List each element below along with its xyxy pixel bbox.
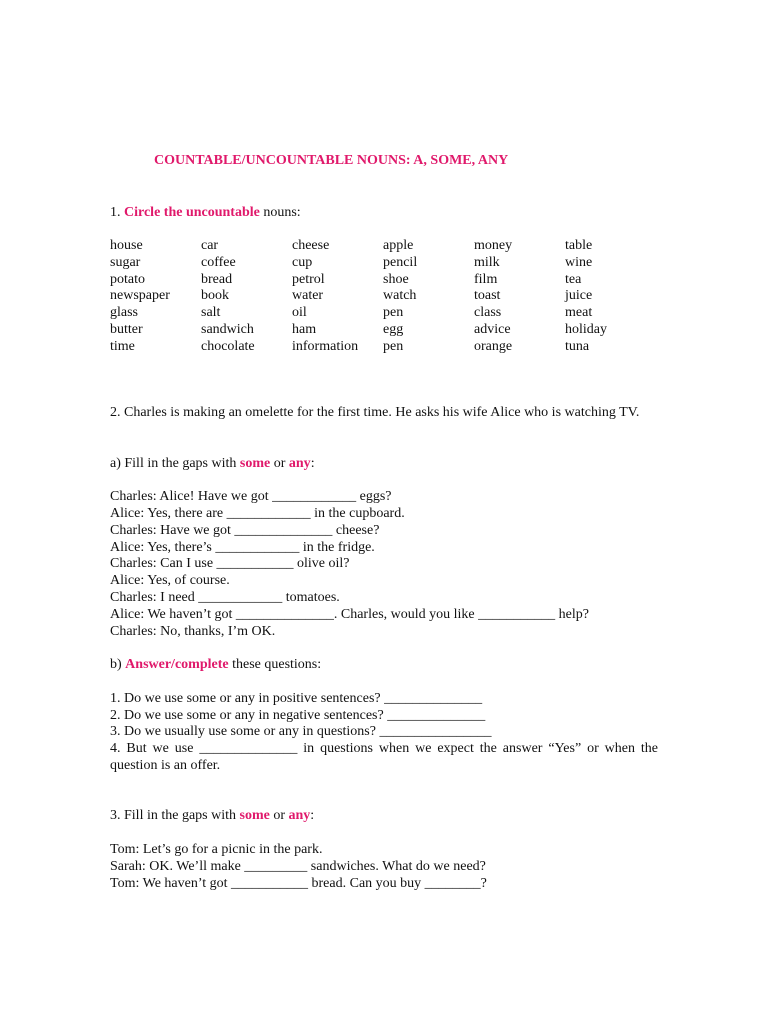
keyword-any: any [288,456,311,471]
noun-cell[interactable]: holiday [565,321,607,337]
question-line: 3. Do we usually use some or any in questions? ________________ [110,724,492,739]
instruction-colon: : [310,456,315,471]
noun-cell[interactable]: wine [565,254,593,270]
question-line: 2. Do we use some or any in negative sentences? ______________ [110,708,486,723]
noun-cell[interactable]: juice [565,288,593,304]
exercise-2b-prefix: b) [110,657,122,672]
exercise-1-rest: nouns: [263,205,301,220]
dialogue-line: Sarah: OK. We’ll make _________ sandwiches. What do we need? [110,859,486,874]
noun-cell[interactable]: tuna [565,338,590,354]
noun-cell[interactable]: cheese [292,238,330,253]
keyword-some: some [239,456,271,471]
noun-cell[interactable]: film [474,271,498,287]
noun-cell[interactable]: table [565,238,593,253]
dialogue-line: Charles: I need ____________ tomatoes. [110,590,340,605]
keyword-any: any [288,808,311,823]
noun-cell[interactable]: tea [565,271,582,287]
noun-cell[interactable]: ham [292,321,317,337]
noun-cell[interactable]: sandwich [201,321,254,337]
question-line: 4. But we use ______________ in questions when we expect the answer “Yes” or when the question is an offer. [110,741,658,773]
keyword-some: some [239,808,270,823]
noun-cell[interactable]: advice [474,321,511,337]
word-or: or [273,808,285,823]
dialogue-line: Charles: Alice! Have we got ____________ eggs? [110,489,392,504]
exercise-3-instruction [110,808,314,825]
exercise-1-highlight: Circle the uncountable [124,205,260,220]
dialogue-line: Tom: Let’s go for a picnic in the park. [110,842,323,857]
dialogue-line: Alice: Yes, there are ____________ in the cupboard. [110,506,405,521]
noun-cell[interactable]: milk [474,254,500,270]
exercise-2-intro: 2. Charles is making an omelette for the first time. He asks his wife Alice who is watching TV. [110,405,640,420]
noun-cell[interactable]: sugar [110,254,141,270]
word-or: or [273,456,286,471]
worksheet-title: COUNTABLE/UNCOUNTABLE NOUNS: A, SOME, ANY [154,153,509,168]
dialogue-line: Alice: We haven’t got ______________. Charles, would you like ___________ help? [110,607,589,622]
dialogue-line: Tom: We haven’t got ___________ bread. Can you buy ________? [110,876,487,891]
noun-cell[interactable]: glass [110,305,138,321]
exercise-2b-highlight: Answer/complete [125,657,229,672]
instruction-colon: : [310,808,315,823]
noun-cell[interactable]: orange [474,338,513,354]
dialogue-line: Charles: No, thanks, I’m OK. [110,624,276,639]
noun-cell[interactable]: watch [383,288,417,304]
dialogue-line: Charles: Can I use ___________ olive oil? [110,556,350,571]
noun-cell[interactable]: toast [474,288,501,304]
noun-cell[interactable]: shoe [383,271,409,287]
noun-cell[interactable]: newspaper [110,288,170,304]
exercise-3-prefix: 3. Fill in the gaps with [110,808,236,823]
exercise-2b-instruction [110,657,321,674]
noun-cell[interactable]: potato [110,271,145,287]
noun-cell[interactable]: pen [383,305,404,321]
noun-cell[interactable]: cup [292,254,313,270]
noun-cell[interactable]: water [292,288,324,304]
noun-cell[interactable]: oil [292,305,307,321]
noun-cell[interactable]: butter [110,321,143,337]
exercise-2a-prefix: a) Fill in the gaps with [110,456,237,471]
noun-cell[interactable]: salt [201,305,221,321]
noun-cell[interactable]: time [110,338,135,354]
question-line: 1. Do we use some or any in positive sentences? ______________ [110,691,483,706]
exercise-2a-instruction [110,456,315,473]
noun-cell[interactable]: pencil [383,254,418,270]
noun-cell[interactable]: class [474,305,502,321]
noun-cell[interactable]: egg [383,321,404,337]
noun-cell[interactable]: house [110,238,143,253]
dialogue-line: Charles: Have we got ______________ cheese? [110,523,380,538]
noun-cell[interactable]: meat [565,305,593,321]
noun-cell[interactable]: car [201,238,219,253]
dialogue-line: Alice: Yes, there’s ____________ in the fridge. [110,540,375,555]
exercise-1-instruction [110,205,301,222]
noun-cell[interactable]: apple [383,238,414,253]
exercise-2b-rest: these questions: [232,657,322,672]
noun-cell[interactable]: coffee [201,254,236,270]
noun-cell[interactable]: money [474,238,513,253]
noun-cell[interactable]: bread [201,271,233,287]
noun-cell[interactable]: pen [383,338,404,354]
noun-cell[interactable]: information [292,338,359,354]
noun-cell[interactable]: chocolate [201,338,255,354]
exercise-1-number: 1. [110,205,121,220]
noun-cell[interactable]: petrol [292,271,325,287]
noun-cell[interactable]: book [201,288,229,304]
dialogue-line: Alice: Yes, of course. [110,573,230,588]
